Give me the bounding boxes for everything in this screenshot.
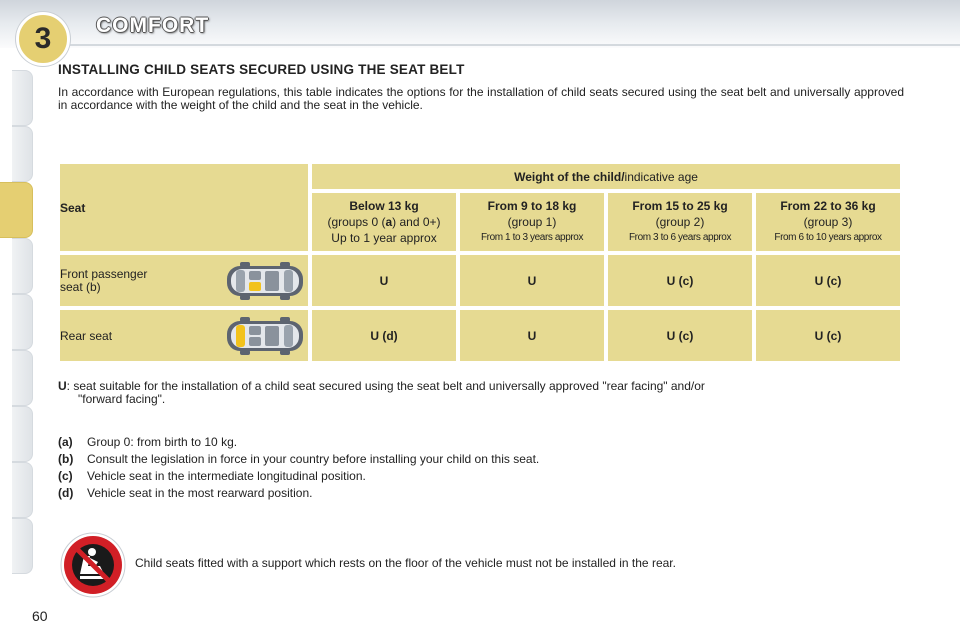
- child-seat-table: [56, 160, 904, 365]
- group-label: (group 2): [655, 215, 705, 229]
- group-age: From 6 to 10 years approx: [774, 232, 882, 243]
- group-header-0: [312, 193, 456, 251]
- footnote-key: (c): [58, 469, 73, 483]
- group-range: Below 13 kg: [349, 199, 419, 213]
- group-label-post: ) and 0+): [392, 215, 441, 229]
- group-header-2: [608, 193, 752, 251]
- side-tab-4[interactable]: [12, 238, 33, 294]
- footnote-d: [58, 485, 539, 502]
- group-header-1: [460, 193, 604, 251]
- side-tab-9[interactable]: [12, 518, 33, 574]
- group-header-3: [756, 193, 900, 251]
- group-age: From 3 to 6 years approx: [628, 232, 732, 243]
- group-range: From 9 to 18 kg: [487, 199, 577, 213]
- group-age: From 1 to 3 years approx: [480, 232, 584, 243]
- group-age: Up to 1 year approx: [331, 231, 437, 245]
- footnote-key: (a): [58, 435, 73, 449]
- table-header-row: [60, 164, 900, 189]
- side-tab-2[interactable]: [12, 126, 33, 182]
- table-cell: U (c): [608, 255, 752, 306]
- footnote-text: Vehicle seat in the most rearward position.: [87, 486, 313, 500]
- table-cell: U (d): [312, 310, 456, 361]
- side-tab-8[interactable]: [12, 462, 33, 518]
- table-cell: U (c): [756, 255, 900, 306]
- footnote-text: Consult the legislation in force in your country before installing your child on this seat.: [87, 452, 540, 466]
- chapter-number: 3: [34, 22, 52, 55]
- footnote-a: [58, 434, 539, 451]
- header-divider: [60, 44, 960, 46]
- row-label-text: Front passenger seat (b): [60, 266, 148, 294]
- weight-header: [312, 164, 900, 189]
- weight-header-age: indicative age: [624, 169, 698, 184]
- u-text-line2: "forward facing".: [78, 392, 166, 406]
- group-label: (group 3): [803, 215, 853, 229]
- weight-header-bold: Weight of the child/: [514, 169, 625, 184]
- u-legend-note: [58, 380, 904, 406]
- row-label-rear-seat: [60, 310, 308, 361]
- footnote-c: [58, 468, 539, 485]
- side-tab-5[interactable]: [12, 294, 33, 350]
- table-cell: U: [460, 255, 604, 306]
- table-cell: U (c): [608, 310, 752, 361]
- intro-paragraph: In accordance with European regulations, this table indicates the options for the installation of child seats secured using the seat belt and universally approved in accordance with the weight of the child and the seat in the vehicle.: [58, 85, 904, 112]
- chapter-badge: [16, 12, 70, 66]
- footnote-text: Vehicle seat in the intermediate longitudinal position.: [87, 469, 366, 483]
- table-cell: U: [312, 255, 456, 306]
- group-range: From 15 to 25 kg: [632, 199, 728, 213]
- table-cell: U (c): [756, 310, 900, 361]
- group-range: From 22 to 36 kg: [780, 199, 876, 213]
- u-text-line1: : seat suitable for the installation of a child seat secured using the seat belt and universally approved "rear facing" and/or: [66, 379, 705, 393]
- group-label-pre: (groups 0 (: [327, 215, 386, 229]
- side-tab-1[interactable]: [12, 70, 33, 126]
- side-tab-3-active[interactable]: [0, 182, 33, 238]
- side-tab-6[interactable]: [12, 350, 33, 406]
- footnote-text: Group 0: from birth to 10 kg.: [87, 435, 238, 449]
- group-label: (group 1): [507, 215, 557, 229]
- footnotes: [58, 434, 539, 502]
- table-row: [60, 255, 900, 306]
- side-tab-7[interactable]: [12, 406, 33, 462]
- side-tabs: [0, 70, 34, 575]
- u-key: U: [58, 379, 67, 393]
- footnote-key: (b): [58, 452, 74, 466]
- footnote-key: (d): [58, 486, 74, 500]
- row-label-text: Rear seat: [60, 328, 113, 343]
- car-front-seat-icon: [226, 261, 304, 301]
- no-child-seat-support-icon: [60, 532, 126, 598]
- table-row: [60, 310, 900, 361]
- table-cell: U: [460, 310, 604, 361]
- page-number: 60: [32, 608, 48, 624]
- seat-column-header: Seat: [60, 164, 308, 251]
- group-label-bold: a: [385, 215, 393, 229]
- chapter-title: COMFORT: [96, 14, 210, 37]
- group-label: [312, 214, 456, 230]
- footnote-b: [58, 451, 539, 468]
- row-label-front-passenger: [60, 255, 308, 306]
- car-rear-seat-icon: [226, 316, 304, 356]
- warning-text: Child seats fitted with a support which rests on the floor of the vehicle must not be installed in the rear.: [135, 556, 676, 570]
- section-title: INSTALLING CHILD SEATS SECURED USING THE SEAT BELT: [58, 62, 465, 77]
